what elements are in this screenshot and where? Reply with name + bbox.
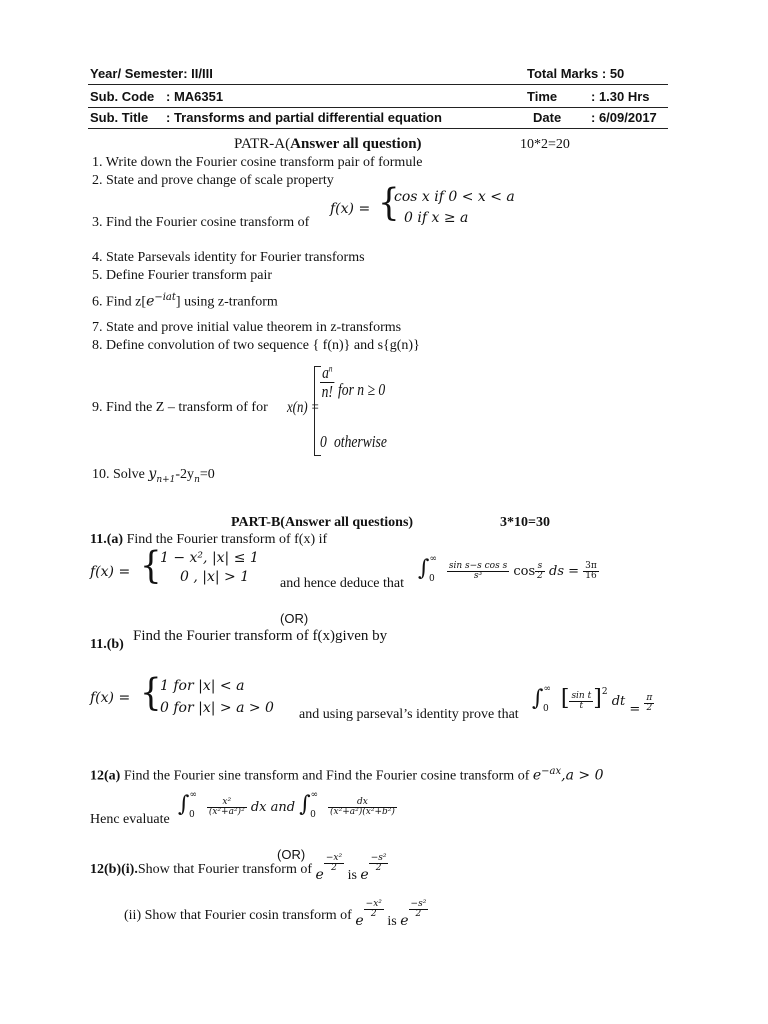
q12a [90,766,604,785]
q12a-evaluate: Henc evaluate [90,812,170,827]
question-2: 2. State and prove change of scale property [92,173,334,188]
q12a-lower-limit-2: 0 [310,810,316,820]
q12a-label: 12(a) [90,768,121,784]
q12b-exp1-den: 2 [331,863,337,874]
question-10 [92,466,215,485]
q11b-dt: dt [611,694,626,709]
question-4: 4. State Parsevals identity for Fourier transforms [92,250,365,265]
q11b-equals: = [629,702,641,717]
q12a-exponent: −ax [541,766,562,777]
q9-condition-2: otherwise [334,432,387,451]
q11a-cos-num: s [535,562,545,572]
q11b-power: 2 [601,686,608,697]
q11b-text: Find the Fourier transform of f(x)given by [133,628,388,644]
q12a-int2-den: (x²+a²)(x²+b²) [330,807,395,817]
q11a-cos-den: 2 [537,571,543,581]
header-divider-3 [88,128,668,129]
q12b-ii [124,899,428,930]
q6-exponent: −iat [154,292,176,303]
sub-code-label: Sub. Code [90,89,155,104]
time-value: : 1.30 Hrs [591,89,650,104]
question-8: 8. Define convolution of two sequence { f(n)} and s{g(n)} [92,338,420,353]
q11a-result-den: 16 [585,571,597,581]
q9-numerator-power: n [328,363,333,374]
q11a-integral [418,554,599,584]
q12b-exp2-num: −s² [370,853,387,863]
q11b-sin-t: sin t [571,690,592,701]
q6-prefix: 6. Find z[ [92,294,147,310]
q9-fraction [320,364,335,401]
q11b-brace: { [140,671,162,715]
q12b-exp2-den: 2 [375,863,382,874]
q10-sub-2: n [194,474,200,485]
q11a-deduce: and hence deduce that [280,576,404,591]
q12a-int1-num: x² [207,798,247,808]
q12a-integral-sign-1: ∫ [178,792,190,817]
q12a-int1-den: (x²+a²)² [208,807,245,817]
q11b-using: and using parseval’s identity prove that [299,707,519,722]
part-b-marks: 3*10=30 [500,515,550,530]
q11a-case-2: 0 , |x| > 1 [180,569,250,585]
q10-sub-1: n+1 [156,474,176,485]
q11b-pi: π [646,692,653,703]
q11a-cos: cos [513,564,536,579]
q6-exponential: e [146,293,155,310]
q12b-ii-e-2: e [400,913,409,930]
q12b-ii-text: (ii) Show that Fourier cosin transform of [124,908,352,924]
question-5: 5. Define Fourier transform pair [92,268,272,283]
q12a-upper-limit-1: ∞ [189,790,197,800]
part-a-title-bold: Answer all question) [290,136,422,152]
or-separator-1: (OR) [280,611,309,626]
q3-case-2: 0 if x ≥ a [404,210,469,226]
q11a-text: Find the Fourier transform of f(x) if [126,532,328,547]
q9-denominator: n! [321,381,333,401]
q11a-integrand-num: sin s−s cos s [448,560,508,571]
q6-suffix: ] using z-tranform [175,294,278,310]
q12b-label: 12(b)(i). [90,862,138,878]
q12b-ii-exp2-num: −s² [410,899,427,909]
q12a-text: Find the Fourier sine transform and Find the Fourier cosine transform of [123,768,530,784]
q12a-int2-num: dx [328,798,397,808]
q12a-upper-limit-2: ∞ [310,790,319,800]
q12b-e-2: e [360,867,369,884]
date-label: Date [533,110,562,125]
q10-prefix: 10. Solve [92,467,145,482]
q12b-e-1: e [315,867,324,884]
q11a-label: 11.(a) [90,532,124,547]
q3-function-name: f(x) = [330,201,371,217]
q11b-lower-limit: 0 [542,704,549,714]
q11b-integral-sign: ∫ [532,686,544,711]
question-9: 9. Find the Z – transform of for [92,400,268,415]
q11a-integral-sign: ∫ [418,556,430,581]
question-6 [92,292,278,311]
q11a-brace: { [140,544,162,588]
q10-middle: -2y [175,467,195,482]
q11b-t: t [579,701,584,711]
part-b-title: PART-B(Answer all questions) [231,515,414,530]
or-separator-2: (OR) [277,847,306,862]
q11a-function-name: f(x) = [90,564,131,580]
q12a-integral-sign-2: ∫ [299,792,311,817]
q11a [90,532,327,548]
sub-title-value: : Transforms and partial differential equation [166,110,442,125]
q11a-lower-limit: 0 [428,574,435,584]
sub-title-label: Sub. Title [90,110,149,125]
q11b-case-1: 1 for |x| < a [160,678,245,694]
q12b-is: is [347,868,357,884]
q12a-integrals [178,790,397,820]
part-a-title [234,136,422,153]
q11b-label: 11.(b) [90,637,124,652]
q12b-ii-exp1-den: 2 [370,909,377,920]
q11a-upper-limit: ∞ [429,554,437,564]
q11b-integral: $\int^\infty_0$ [ $\frac{\text{sin t}}{t}$ ]$^2$ dt = $\frac{\pi}{2}$ [532,684,653,717]
question-1: 1. Write down the Fourier cosine transform pair of formule [92,155,423,170]
part-a-title-prefix: PATR-A( [234,136,291,152]
q12a-condition: ,a > 0 [561,767,604,784]
q12a-lower-limit-1: 0 [188,810,195,820]
q9-case-2-value: 0 [320,432,327,451]
total-marks: Total Marks : 50 [527,66,625,81]
q11b-case-2: 0 for |x| > a > 0 [160,700,274,716]
q9-numerator: a [322,363,329,382]
q12b-ii-exp2-den: 2 [415,909,422,920]
q10-y: y [148,466,157,482]
q10-end: =0 [199,467,215,482]
q3-brace: { [378,181,400,225]
q9-function-name: x(n) = [287,399,320,416]
header-divider-1 [88,84,668,85]
q9-condition-1: for n ≥ 0 [338,380,386,399]
q11a-integrand-den: s³ [473,571,483,581]
header-divider-2 [88,107,668,108]
q11a-result-num: 3π [585,560,597,571]
time-label: Time [527,89,558,104]
sub-code-value: : MA6351 [166,89,224,104]
q12b-ii-e-1: e [355,913,364,930]
question-7: 7. State and prove initial value theorem in z-transforms [92,320,402,335]
q12a-dx-and: dx and [250,800,296,815]
q3-case-1: cos x if 0 < x < a [394,189,515,205]
q11b-two: 2 [646,703,653,713]
q12b-ii-exp1-num: −x² [365,899,382,909]
q12b-exp1-num: −x² [325,853,343,863]
q11b-upper-limit: ∞ [543,684,551,694]
q11a-case-1: 1 − x², |x| ≤ 1 [160,550,259,566]
q11a-ds: ds = [549,564,580,579]
year-semester: Year/ Semester: II/III [90,66,213,81]
part-a-marks: 10*2=20 [520,137,570,152]
q11b-function-name: f(x) = [90,690,131,706]
q12b-ii-is: is [387,914,397,930]
q12a-exp: e [532,767,542,784]
date-value: : 6/09/2017 [591,110,657,125]
q12b-i [90,853,388,884]
q12b-text: Show that Fourier transform of [137,862,313,878]
question-3: 3. Find the Fourier cosine transform of [92,215,310,230]
